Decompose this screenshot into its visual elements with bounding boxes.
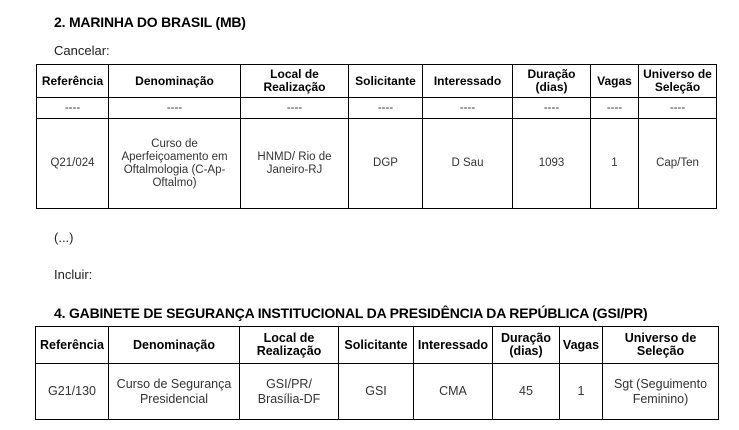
dash-cell: ---- (241, 98, 349, 119)
header-duracao: Duração (dias) (513, 65, 591, 98)
dash-cell: ---- (423, 98, 513, 119)
header-duracao: Duração (dias) (493, 327, 560, 364)
cell-vagas: 1 (591, 119, 639, 209)
table-row (36, 364, 719, 420)
header-referencia: Referência (36, 327, 109, 364)
include-label: Incluir: (54, 267, 93, 282)
header-solicitante: Solicitante (349, 65, 423, 98)
cell-solicitante: GSI (339, 364, 414, 420)
table-row (37, 119, 717, 209)
ellipsis-text: (...) (54, 230, 74, 245)
cell-local: HNMD/ Rio de Janeiro-RJ (241, 119, 349, 209)
dash-cell: ---- (513, 98, 591, 119)
cell-interessado: D Sau (423, 119, 513, 209)
cell-universo: Sgt (Seguimento Feminino) (603, 364, 719, 420)
cell-solicitante: DGP (349, 119, 423, 209)
dash-cell: ---- (109, 98, 241, 119)
header-universo: Universo de Seleção (639, 65, 717, 98)
dash-cell: ---- (639, 98, 717, 119)
cell-vagas: 1 (560, 364, 603, 420)
header-vagas: Vagas (591, 65, 639, 98)
cell-denominacao: Curso de Segurança Presidencial (109, 364, 240, 420)
cell-referencia: G21/130 (36, 364, 109, 420)
cell-denominacao: Curso de Aperfeiçoamento em Oftalmologia (C-Ap-Oftalmo) (109, 119, 241, 209)
table-header-row (37, 65, 717, 98)
dash-cell: ---- (349, 98, 423, 119)
cell-universo: Cap/Ten (639, 119, 717, 209)
cell-duracao: 1093 (513, 119, 591, 209)
header-interessado: Interessado (423, 65, 513, 98)
dash-cell: ---- (37, 98, 109, 119)
header-solicitante: Solicitante (339, 327, 414, 364)
header-denominacao: Denominação (109, 327, 240, 364)
table-row (37, 98, 717, 119)
cell-duracao: 45 (493, 364, 560, 420)
header-interessado: Interessado (414, 327, 493, 364)
cancel-label: Cancelar: (54, 43, 110, 58)
section-heading-mb: 2. MARINHA DO BRASIL (MB) (54, 14, 246, 30)
header-referencia: Referência (37, 65, 109, 98)
cell-referencia: Q21/024 (37, 119, 109, 209)
header-universo: Universo de Seleção (603, 327, 719, 364)
cell-interessado: CMA (414, 364, 493, 420)
table-header-row (36, 327, 719, 364)
cell-local: GSI/PR/ Brasília-DF (240, 364, 339, 420)
gsi-table (35, 326, 719, 420)
header-local: Local de Realização (240, 327, 339, 364)
mb-table (36, 64, 717, 209)
dash-cell: ---- (591, 98, 639, 119)
header-local: Local de Realização (241, 65, 349, 98)
header-vagas: Vagas (560, 327, 603, 364)
section-heading-gsi: 4. GABINETE DE SEGURANÇA INSTITUCIONAL DA PRESIDÊNCIA DA REPÚBLICA (GSI/PR) (54, 305, 648, 321)
header-denominacao: Denominação (109, 65, 241, 98)
